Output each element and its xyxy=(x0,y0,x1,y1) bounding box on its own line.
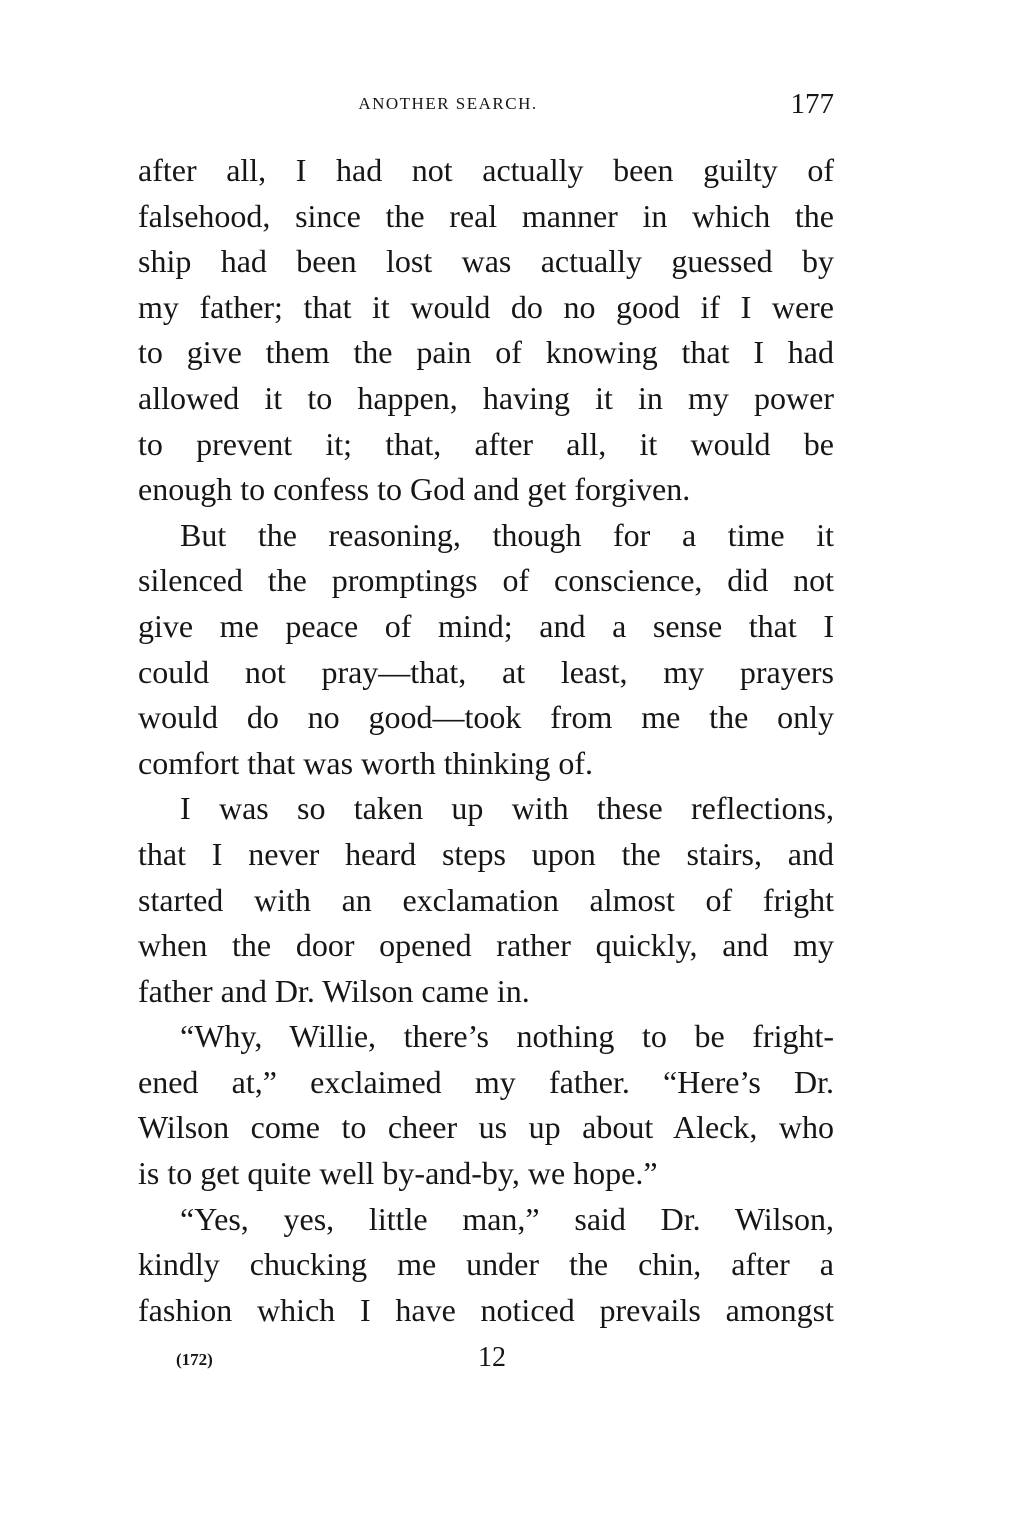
paragraph xyxy=(138,786,834,1014)
text-line: fashion which I have noticed prevails amongst xyxy=(138,1291,834,1328)
text-line: “Why, Willie, there’s nothing to be fright- xyxy=(180,1018,834,1055)
text-line: ened at,” exclaimed my father. “Here’s Dr. xyxy=(138,1063,834,1100)
text-line: Wilson come to cheer us up about Aleck, who xyxy=(138,1109,834,1146)
text-line: give me peace of mind; and a sense that I xyxy=(138,607,834,644)
body-text xyxy=(138,148,834,1333)
text-line: is to get quite well by-and-by, we hope.” xyxy=(138,1155,658,1192)
text-line: I was so taken up with these reflections, xyxy=(180,790,834,827)
text-line: my father; that it would do no good if I were xyxy=(138,288,834,325)
text-line: when the door opened rather quickly, and my xyxy=(138,927,834,964)
text-line: could not pray—that, at least, my prayers xyxy=(138,653,834,690)
text-line: But the reasoning, though for a time it xyxy=(180,516,834,553)
text-line: would do no good—took from me the only xyxy=(138,699,834,736)
running-title: ANOTHER SEARCH. xyxy=(358,94,538,113)
text-line: to give them the pain of knowing that I had xyxy=(138,334,834,371)
text-line: “Yes, yes, little man,” said Dr. Wilson, xyxy=(180,1200,834,1237)
text-line: falsehood, since the real manner in which the xyxy=(138,197,834,234)
text-line: father and Dr. Wilson came in. xyxy=(138,972,530,1009)
page-number: 177 xyxy=(790,88,834,120)
page-footer xyxy=(138,1342,834,1382)
text-line: silenced the promptings of conscience, did not xyxy=(138,562,834,599)
text-line: ship had been lost was actually guessed by xyxy=(138,243,834,280)
paragraph xyxy=(138,1014,834,1196)
running-head xyxy=(138,88,834,128)
paragraph xyxy=(138,148,834,513)
text-line: that I never heard steps upon the stairs, and xyxy=(138,835,834,872)
text-line: after all, I had not actually been guilty of xyxy=(138,152,834,188)
paragraph xyxy=(138,1197,834,1334)
text-line: comfort that was worth thinking of. xyxy=(138,744,594,781)
paragraph xyxy=(138,513,834,787)
text-line: started with an exclamation almost of fright xyxy=(138,881,834,918)
signature-mark: (172) xyxy=(176,1350,213,1369)
text-line: to prevent it; that, after all, it would be xyxy=(138,425,834,462)
text-line: kindly chucking me under the chin, after a xyxy=(138,1246,834,1283)
text-line: enough to confess to God and get forgiven. xyxy=(138,471,691,508)
signature-number: 12 xyxy=(478,1342,506,1373)
text-line: allowed it to happen, having it in my power xyxy=(138,379,834,416)
